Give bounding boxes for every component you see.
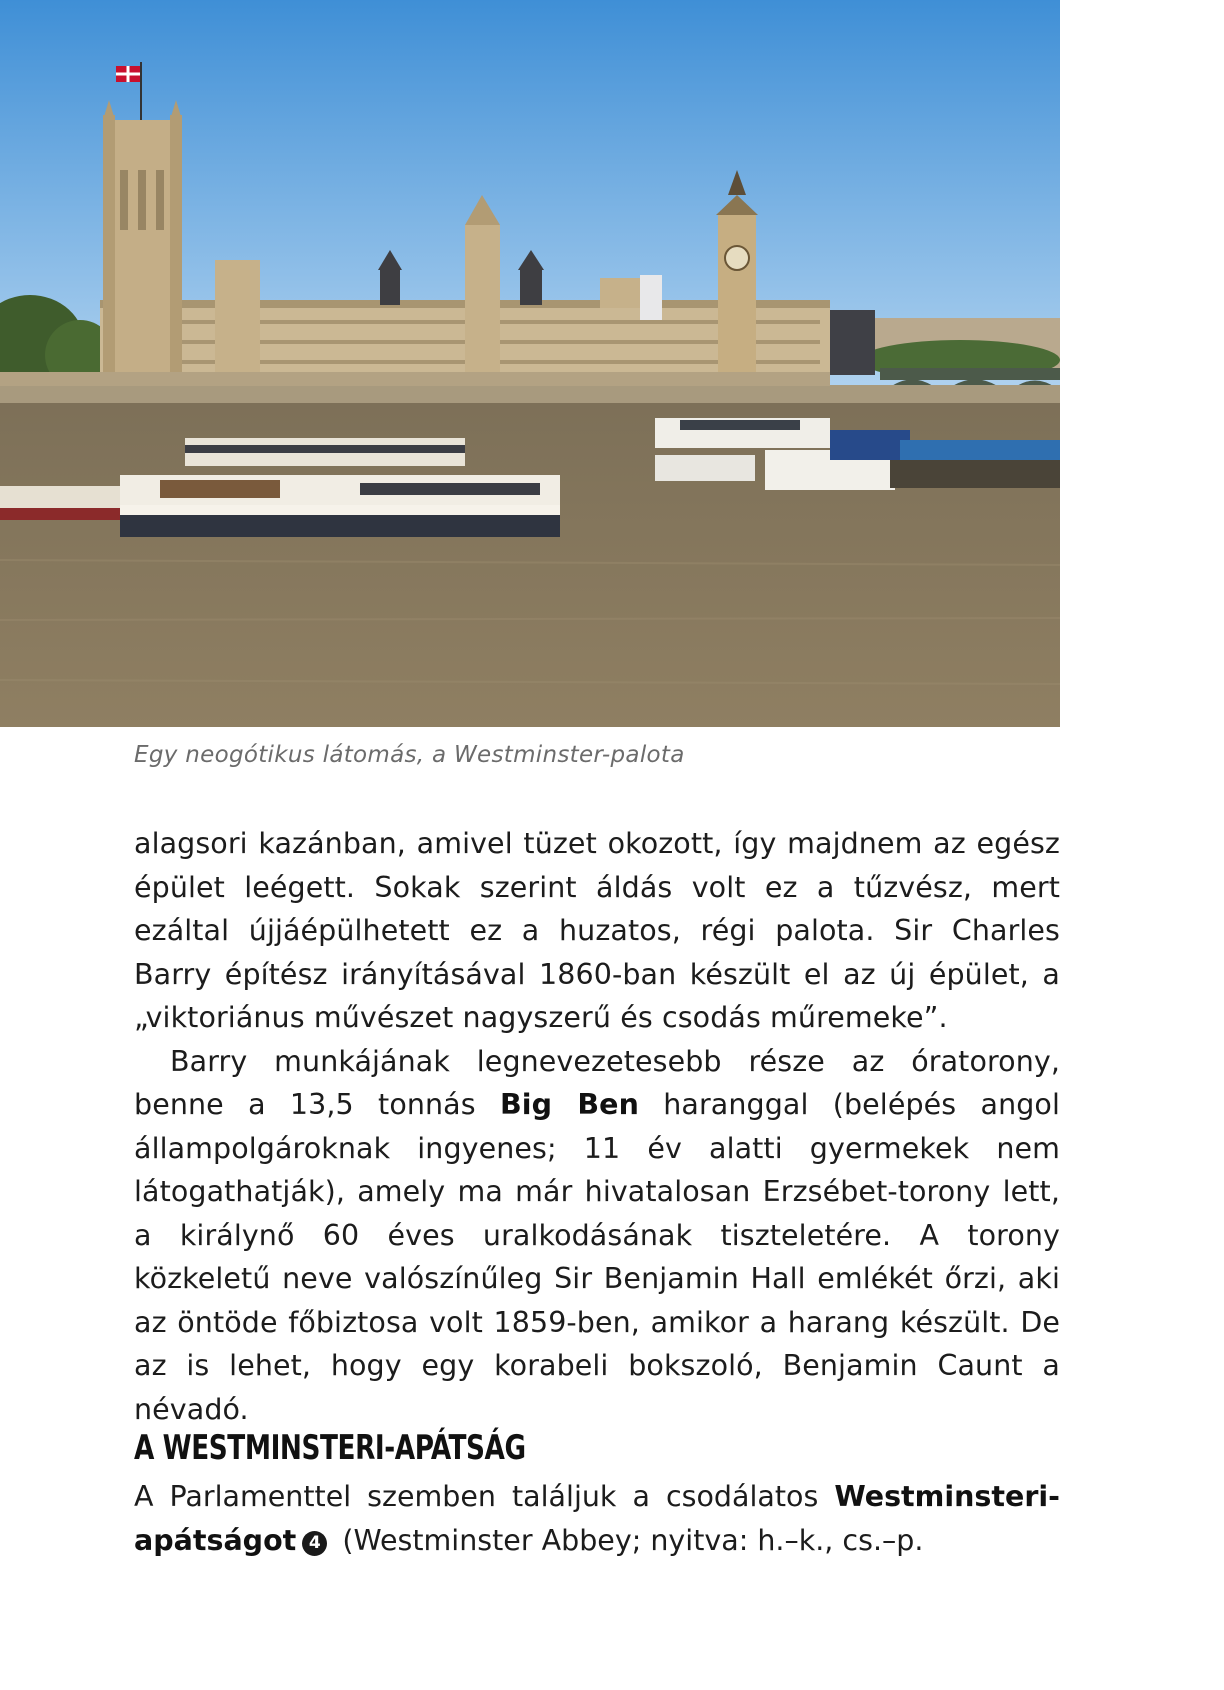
westminster-palace-photo: [0, 0, 1060, 727]
paragraph-2-text-start: Barry munkájának legnevezetesebb része az óratorony, benne a 13,5 tonnás: [134, 1044, 1060, 1121]
section-heading: A WESTMINSTERI-APÁTSÁG: [134, 1428, 526, 1468]
big-ben-bold: Big Ben: [499, 1088, 639, 1121]
paragraph-3: [134, 1475, 1060, 1562]
westminster-abbey-bold: Westminsteri-apátságot: [134, 1480, 1060, 1557]
article-body: [134, 822, 1060, 1431]
paragraph-2: [134, 1040, 1060, 1432]
paragraph-2-text-end: haranggal (belépés angol állampolgároknak ingyenes; 11 év alatti gyermekek nem látogathatják), amely ma már hivatalosan Erzsébet-torony lett, a királynő 60 éves uralkodásának tiszteletére. A torony közkeletű neve valószínűleg Sir Benjamin Hall emlékét őrzi, aki az öntöde főbiztosa volt 1859-ben, amikor a harang készült. De az is lehet, hogy egy korabeli bokszoló, Benjamin Caunt a névadó.: [134, 1088, 1060, 1426]
photo-caption: Egy neogótikus látomás, a Westminster-palota: [134, 742, 685, 768]
section-lead: [134, 1475, 1060, 1562]
paragraph-1: alagsori kazánban, amivel tüzet okozott, így majdnem az egész épület leégett. Sokak szerint áldás volt ez a tűzvész, mert ezáltal újjáépülhetett ez a huzatos, régi palota. Sir Charles Barry építész irányításával 1860-ban készült el az új épület, a „viktoriánus művészet nagyszerű és csodás műremeke”.: [134, 827, 1060, 1034]
map-marker-number: 4: [302, 1531, 327, 1556]
paragraph-3-text-end: (Westminster Abbey; nyitva: h.–k., cs.–p.: [333, 1523, 924, 1557]
paragraph-3-text-start: A Parlamenttel szemben találjuk a csodálatos: [134, 1480, 835, 1513]
